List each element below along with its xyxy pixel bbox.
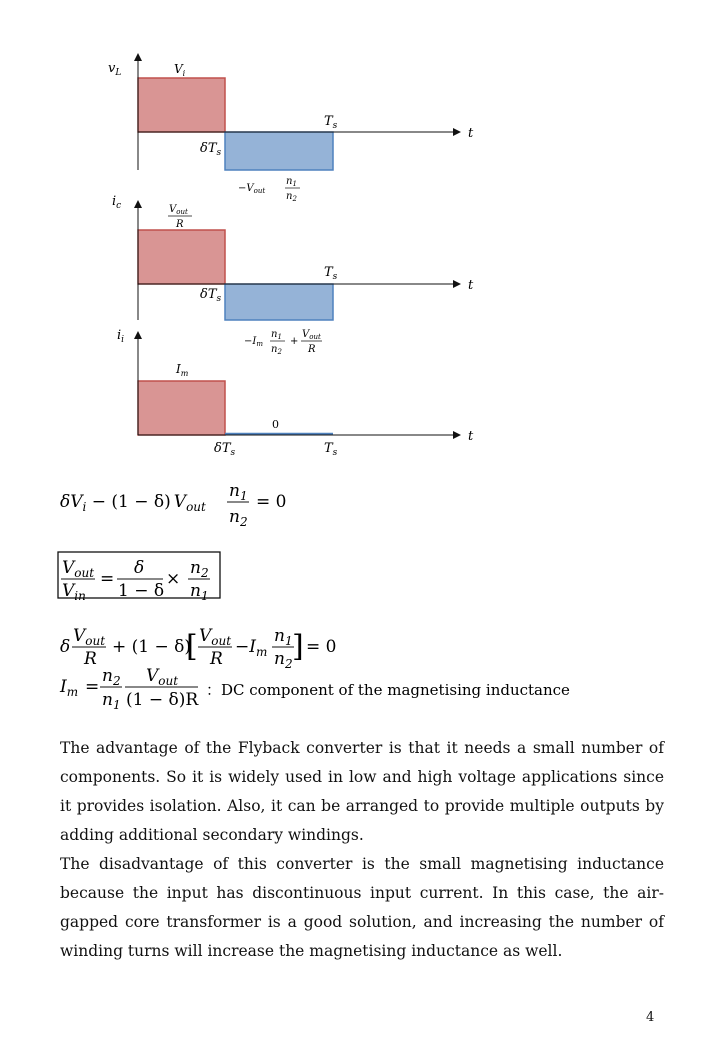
svg-text:n1: $n_1$ <box>229 481 248 503</box>
svg-text:+ (1 − δ): + (1 − δ) <box>112 637 192 657</box>
svg-text:n2: $n_2$ <box>274 649 293 671</box>
svg-text:n2: $n_2$ <box>190 558 209 580</box>
svg-text:n2: $n_2$ <box>229 507 248 529</box>
equation-1 <box>60 481 286 529</box>
svg-text:δ: δ <box>60 637 71 657</box>
svg-text:δ: δ <box>134 558 145 578</box>
ic-time-label: t <box>468 278 474 293</box>
svg-text:R: R <box>308 344 316 355</box>
ic-low-label <box>244 329 322 356</box>
svg-text:−Vout: $-V_{out}$ <box>238 183 266 195</box>
vl-positive-pulse <box>138 78 225 132</box>
svg-text:(1 − δ)R: (1 − δ)R <box>126 690 199 710</box>
vl-ts-label: $T_s$ <box>324 114 338 131</box>
vl-high-label: $V_i$ <box>174 62 186 78</box>
svg-text:Im: $I_m$ <box>60 677 79 699</box>
svg-text:Vout: $V_{out}$ <box>169 204 188 216</box>
page-number: 4 <box>646 1010 655 1025</box>
svg-text:n2: $n_2$ <box>286 191 297 203</box>
vl-time-label: t <box>468 126 474 141</box>
svg-text:Vout: $V_{out}$ <box>62 558 95 580</box>
svg-text:=: = <box>85 677 100 697</box>
svg-text:−Im: $-I_m$ <box>235 637 268 659</box>
svg-text:n2: $n_2$ <box>271 344 282 356</box>
ii-time-label: t <box>468 429 474 444</box>
svg-text:n1: $n_1$ <box>102 690 121 712</box>
vl-plot <box>108 54 474 203</box>
svg-text:+: + <box>290 336 299 347</box>
svg-text:= 0: = 0 <box>306 637 337 657</box>
vl-low-label <box>238 176 300 203</box>
equation-3 <box>60 626 336 671</box>
svg-text:Vout: $V_{out}$ <box>73 626 106 648</box>
ic-positive-pulse <box>138 230 225 284</box>
svg-text:−Im: $-I_m$ <box>244 336 263 348</box>
svg-text:Vout: $V_{out}$ <box>146 666 179 688</box>
ii-positive-pulse <box>138 381 225 435</box>
ii-zero-label: 0 <box>272 418 279 431</box>
equation-4-caption: ：DC component of the magnetising inductance <box>206 681 570 699</box>
svg-text:]: ] <box>292 629 304 664</box>
paragraph-disadvantage: The disadvantage of this converter is the small magnetising inductance because the input has discontinuous input current. In this case, the air-gapped core transformer is a good solution, and increasing the number of winding turns will increase the magnetising inductance as well. <box>60 855 664 960</box>
svg-text:n2: $n_2$ <box>102 666 121 688</box>
svg-text:n1: $n_1$ <box>271 329 282 341</box>
vl-negative-pulse <box>225 132 333 170</box>
equation-2 <box>58 552 220 603</box>
paragraph-advantage: The advantage of the Flyback converter is that it needs a small number of components. So it is widely used in low and high voltage applications since it provides isolation. Also, it can be arranged to provide multiple outputs by adding additional secondary windings. <box>60 739 664 844</box>
ii-plot <box>117 328 474 458</box>
ic-axis-label: $i_c$ <box>112 194 122 211</box>
ic-delta-ts-label: $\delta T_s$ <box>200 287 222 304</box>
svg-text:R: R <box>210 649 223 669</box>
vl-axis-label: $v_L$ <box>108 61 122 78</box>
svg-text:×: × <box>166 569 181 589</box>
vl-delta-ts-label: $\delta T_s$ <box>200 141 222 158</box>
equations-block <box>0 460 724 720</box>
ii-delta-ts-label: $\delta T_s$ <box>214 441 236 458</box>
waveform-diagram <box>0 0 724 460</box>
ic-negative-pulse <box>225 284 333 320</box>
ic-high-label <box>168 204 192 230</box>
ic-plot <box>112 194 474 356</box>
svg-text:Vin: $V_{in}$ <box>62 581 86 603</box>
svg-text:=: = <box>100 569 115 589</box>
svg-text:= 0: = 0 <box>256 492 287 512</box>
ii-high-label: $I_m$ <box>176 362 189 378</box>
ii-ts-label: $T_s$ <box>324 441 338 458</box>
svg-text:Vout: $V_{out}$ <box>302 329 321 341</box>
svg-text:δVi − (1 − δ)Vout: $\delta V_i - (1 - \delta)$ $V_{out}$ <box>60 492 206 514</box>
svg-text:n1: $n_1$ <box>274 626 293 648</box>
svg-text:R: R <box>176 219 184 230</box>
svg-text:n1: $n_1$ <box>190 581 209 603</box>
svg-text:R: R <box>84 649 97 669</box>
svg-text:[: [ <box>186 629 198 664</box>
equation-4 <box>59 666 570 712</box>
ii-axis-label: $i_i$ <box>117 328 125 345</box>
ic-ts-label: $T_s$ <box>324 265 338 282</box>
svg-text:n1: $n_1$ <box>286 176 297 188</box>
svg-text:Vout: $V_{out}$ <box>199 626 232 648</box>
svg-text:1 − δ: 1 − δ <box>118 581 165 601</box>
